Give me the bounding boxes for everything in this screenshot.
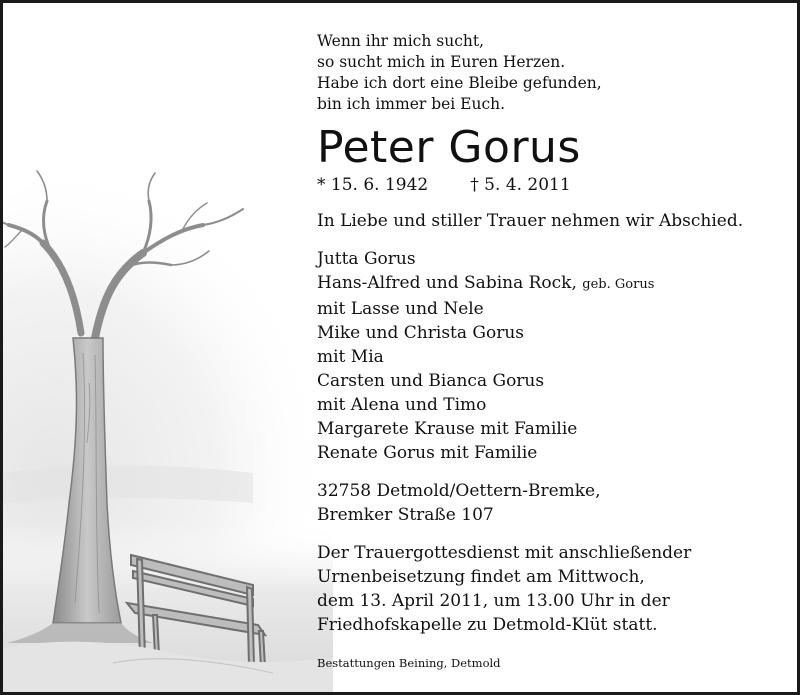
tree-and-bench-sketch-icon	[3, 3, 333, 695]
farewell-text: In Liebe und stiller Trauer nehmen wir Abschied.	[317, 211, 744, 231]
birth-date: * 15. 6. 1942	[317, 175, 429, 195]
deceased-name: Peter Gorus	[317, 122, 581, 173]
address	[317, 479, 787, 527]
poem-line: Habe ich dort eine Bleibe gefunden,	[317, 74, 602, 92]
mourner-line: Jutta Gorus	[317, 249, 416, 269]
mourner-line: mit Lasse und Nele	[317, 299, 484, 319]
mourners-list	[317, 247, 787, 465]
poem-line: so sucht mich in Euren Herzen.	[317, 53, 566, 71]
service-line: Urnenbeisetzung findet am Mittwoch,	[317, 567, 645, 587]
poem-line: bin ich immer bei Euch.	[317, 95, 506, 113]
life-dates	[317, 173, 787, 197]
mourner-line: Carsten und Bianca Gorus	[317, 371, 545, 391]
funeral-home: Bestattungen Beining, Detmold	[317, 656, 501, 670]
mourner-line: Renate Gorus mit Familie	[317, 443, 538, 463]
service-info	[317, 541, 787, 637]
service-line: Friedhofskapelle zu Detmold-Klüt statt.	[317, 615, 658, 635]
address-line: Bremker Straße 107	[317, 505, 494, 525]
mourner-line: Mike und Christa Gorus	[317, 323, 525, 343]
maiden-name-note: geb. Gorus	[582, 277, 655, 292]
notice-text	[317, 31, 787, 671]
poem	[317, 31, 787, 115]
mourner-line	[317, 271, 787, 297]
service-line: Der Trauergottesdienst mit anschließender	[317, 543, 692, 563]
mourner-line: mit Alena und Timo	[317, 395, 487, 415]
service-line: dem 13. April 2011, um 13.00 Uhr in der	[317, 591, 670, 611]
mourner-name: Hans-Alfred und Sabina Rock,	[317, 273, 577, 293]
mourner-line: mit Mia	[317, 347, 384, 367]
address-line: 32758 Detmold/Oettern-Bremke,	[317, 481, 601, 501]
death-date: † 5. 4. 2011	[470, 175, 571, 195]
poem-line: Wenn ihr mich sucht,	[317, 32, 485, 50]
mourner-line: Margarete Krause mit Familie	[317, 419, 578, 439]
